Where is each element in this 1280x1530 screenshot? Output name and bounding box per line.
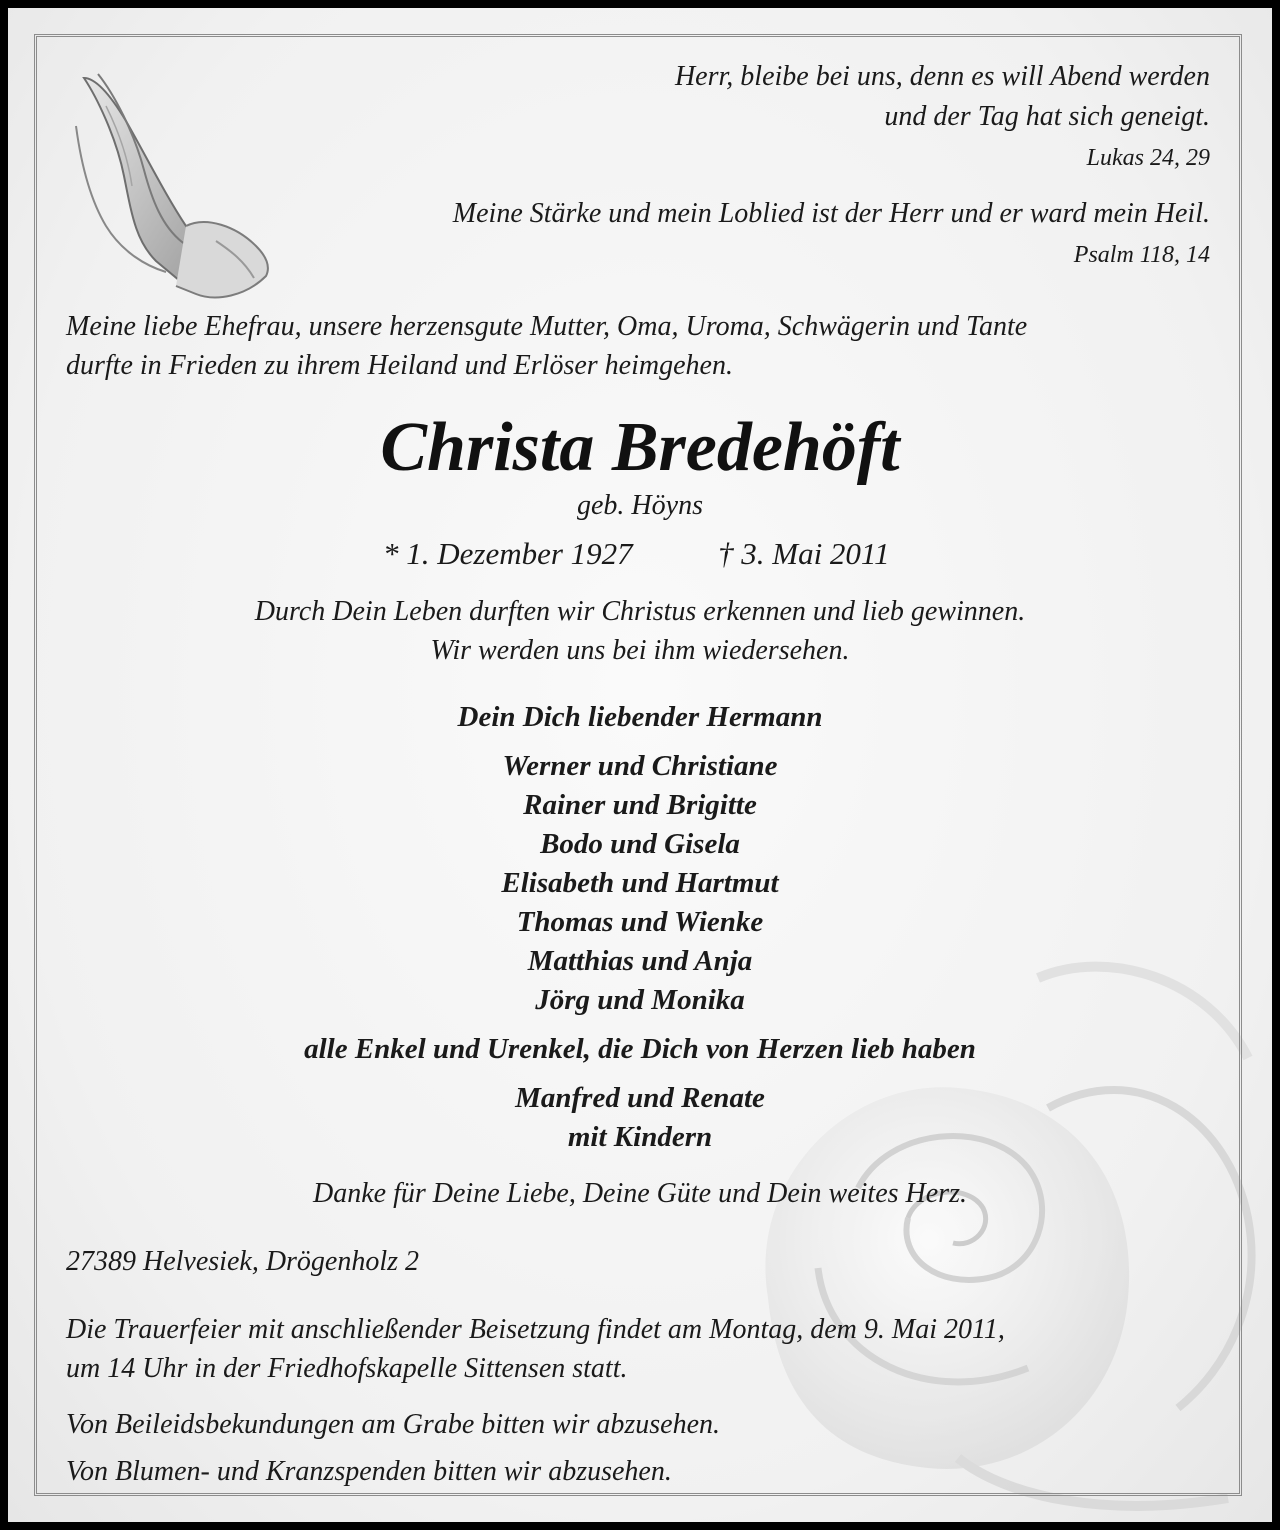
deceased-name: Christa Bredehöft (380, 409, 900, 486)
verse-reference-2: Psalm 118, 14 (1073, 242, 1210, 268)
quote-line-2: Wir werden uns bei ihm wiedersehen. (430, 635, 850, 666)
intro-line-1: Meine liebe Ehefrau, unsere herzensgute Mutter, Oma, Uroma, Schwägerin und Tante (66, 311, 1028, 342)
birth-date: * 1. Dezember 1927 (383, 536, 633, 571)
family-spouse: Dein Dich liebender Hermann (457, 701, 823, 733)
family-child: Elisabeth und Hartmut (501, 867, 779, 899)
family-relatives-2: mit Kindern (567, 1121, 713, 1153)
praying-hands-icon (66, 66, 276, 302)
rose-illustration (708, 938, 1268, 1522)
intro-line-2: durfte in Frieden zu ihrem Heiland und Erlöser heimgehen. (66, 350, 733, 381)
service-line-2: um 14 Uhr in der Friedhofskapelle Sittensen statt. (66, 1353, 628, 1384)
verse-line-2: und der Tag hat sich geneigt. (884, 101, 1210, 132)
address: 27389 Helvesiek, Drögenholz 2 (66, 1246, 420, 1277)
service-line-1: Die Trauerfeier mit anschließender Beisetzung findet am Montag, dem 9. Mai 2011, (66, 1314, 1005, 1345)
family-relatives-1: Manfred und Renate (515, 1082, 765, 1114)
thanks-line: Danke für Deine Liebe, Deine Güte und Dein weites Herz. (313, 1178, 967, 1209)
family-child: Matthias und Anja (527, 945, 753, 977)
flowers-note: Von Blumen- und Kranzspenden bitten wir abzusehen. (66, 1456, 672, 1487)
family-grandchildren: alle Enkel und Urenkel, die Dich von Herzen lieb haben (304, 1033, 976, 1065)
death-date: † 3. Mai 2011 (718, 536, 890, 571)
family-child: Bodo und Gisela (540, 828, 740, 860)
verse-line-1: Herr, bleibe bei uns, denn es will Abend werden (674, 61, 1210, 92)
family-child: Werner und Christiane (502, 750, 778, 782)
verse-reference-1: Lukas 24, 29 (1086, 145, 1210, 171)
family-child: Thomas und Wienke (516, 906, 764, 938)
quote-line-1: Durch Dein Leben durften wir Christus erkennen und lieb gewinnen. (254, 596, 1026, 627)
verse-line-3: Meine Stärke und mein Loblied ist der Herr und er ward mein Heil. (452, 198, 1210, 229)
obituary-card (8, 8, 1272, 1522)
condolences-note: Von Beileidsbekundungen am Grabe bitten wir abzusehen. (66, 1409, 721, 1440)
maiden-name: geb. Höyns (577, 490, 703, 521)
family-child: Jörg und Monika (535, 984, 745, 1016)
family-child: Rainer und Brigitte (523, 789, 757, 821)
